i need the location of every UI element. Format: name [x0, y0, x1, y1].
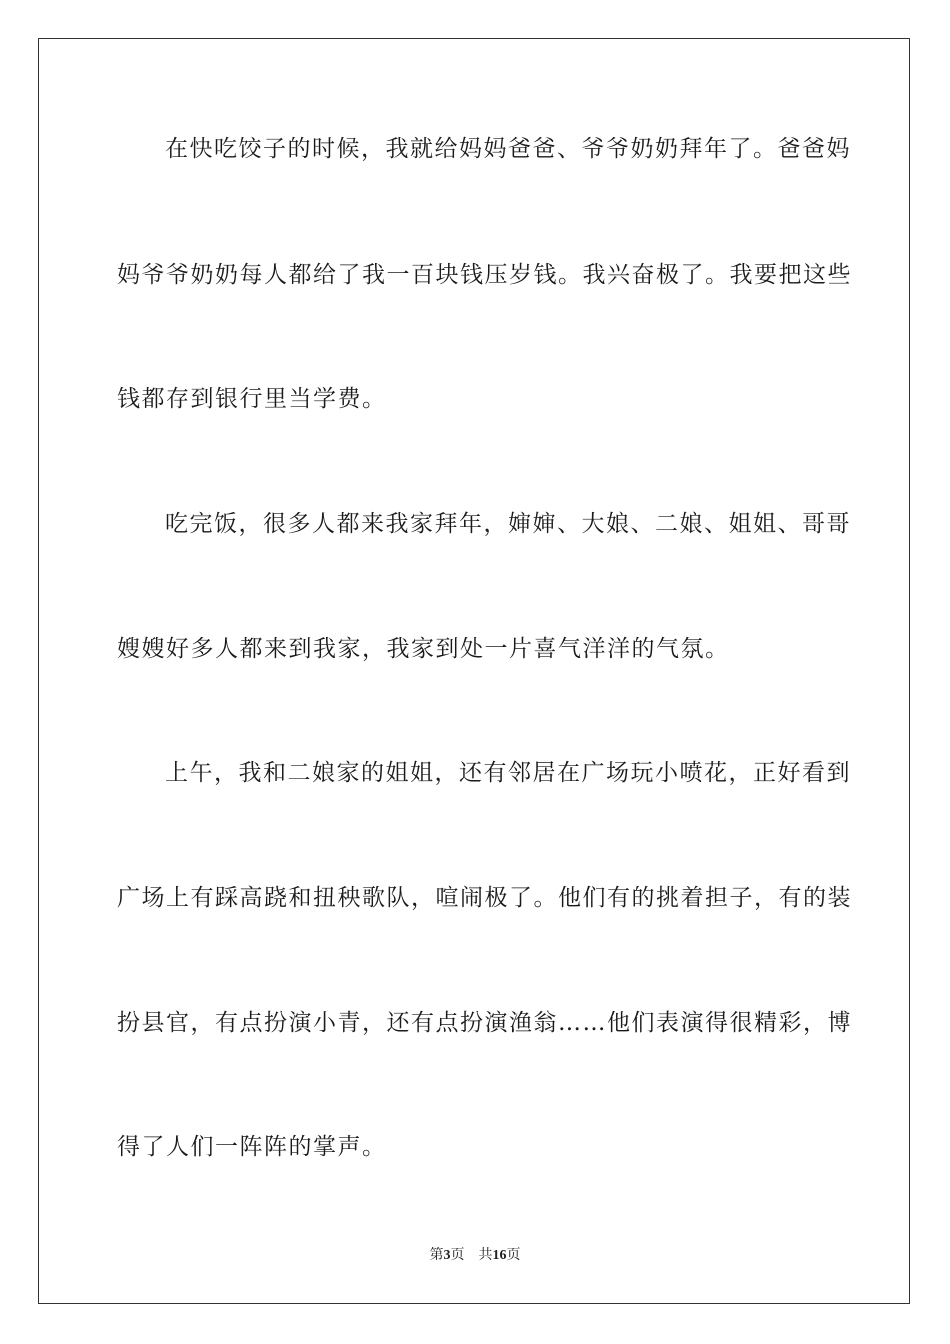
footer-total-prefix: 共 — [478, 1248, 493, 1263]
paragraph-3-line-3: 扮县官，有点扮演小青，还有点扮演渔翁……他们表演得很精彩，博 — [117, 1010, 852, 1036]
paragraph-1-line-3: 钱都存到银行里当学费。 — [117, 386, 387, 412]
paragraph-2-line-2: 嫂嫂好多人都来到我家，我家到处一片喜气洋洋的气氛。 — [117, 636, 730, 662]
paragraph-1-line-1: 在快吃饺子的时候，我就给妈妈爸爸、爷爷奶奶拜年了。爸爸妈 — [165, 136, 851, 162]
footer-total-pages: 16 — [492, 1248, 507, 1263]
paragraph-2-line-1: 吃完饭，很多人都来我家拜年，婶婶、大娘、二娘、姐姐、哥哥 — [165, 511, 851, 537]
footer-page-prefix: 第 — [429, 1248, 444, 1263]
page-footer — [0, 1247, 950, 1265]
paragraph-3-line-2: 广场上有踩高跷和扭秧歌队，喧闹极了。他们有的挑着担子，有的装 — [117, 885, 852, 911]
page-border — [38, 38, 910, 1304]
footer-page-number: 3 — [443, 1248, 451, 1263]
footer-total-suffix: 页 — [506, 1248, 521, 1263]
paragraph-3-line-4: 得了人们一阵阵的掌声。 — [117, 1134, 387, 1160]
paragraph-1-line-2: 妈爷爷奶奶每人都给了我一百块钱压岁钱。我兴奋极了。我要把这些 — [117, 262, 852, 288]
paragraph-3-line-1: 上午，我和二娘家的姐姐，还有邻居在广场玩小喷花，正好看到 — [165, 760, 851, 786]
footer-page-suffix: 页 — [450, 1248, 465, 1263]
